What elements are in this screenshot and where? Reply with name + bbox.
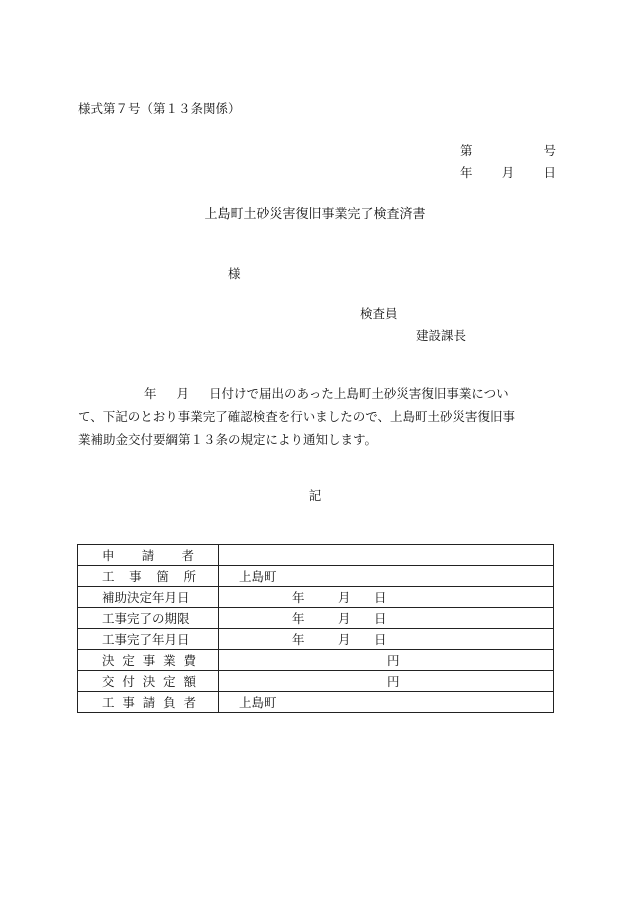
department-title: 建設課長 <box>416 328 467 343</box>
contractor-label: 工 事 請 負 者 <box>78 692 219 713</box>
project-cost-label: 決 定 事 業 費 <box>78 650 219 671</box>
table-row <box>78 608 554 629</box>
inspector-label: 検査員 <box>360 306 398 321</box>
completion-date-value: 年 月 日 <box>219 629 554 650</box>
number-prefix: 第 <box>460 143 473 158</box>
table-row <box>78 566 554 587</box>
details-table <box>77 544 554 713</box>
subsidy-date-value: 年 月 日 <box>219 587 554 608</box>
issue-year: 年 <box>460 165 473 180</box>
completion-deadline-value: 年 月 日 <box>219 608 554 629</box>
body-line-3: 業補助金交付要綱第１３条の規定により通知します。 <box>78 432 378 447</box>
document-title: 上島町土砂災害復旧事業完了検査済書 <box>204 207 426 222</box>
issue-day: 日 <box>543 165 556 180</box>
grant-amount-label: 交 付 決 定 額 <box>78 671 219 692</box>
addressee-suffix: 様 <box>228 266 241 281</box>
body-line-1-rest: 日付けで届出のあった上島町土砂災害復旧事業につい <box>209 386 509 401</box>
issue-date-line <box>460 163 556 181</box>
record-heading: 記 <box>308 488 322 503</box>
completion-deadline-label: 工事完了の期限 <box>78 608 219 629</box>
body-line-2: て、下記のとおり事業完了確認検査を行いましたので、上島町土砂災害復旧事 <box>78 409 516 424</box>
body-year: 年 <box>144 386 157 401</box>
number-suffix: 号 <box>543 143 556 158</box>
issue-month: 月 <box>501 165 515 180</box>
site-value: 上島町 <box>219 566 554 587</box>
body-line-1 <box>78 382 556 405</box>
table-row <box>78 650 554 671</box>
applicant-value <box>219 545 554 566</box>
table-row <box>78 545 554 566</box>
table-row <box>78 671 554 692</box>
project-cost-value: 円 <box>219 650 554 671</box>
table-row <box>78 692 554 713</box>
subsidy-date-label: 補助決定年月日 <box>78 587 219 608</box>
form-number: 様式第７号（第１３条関係） <box>78 101 241 116</box>
grant-amount-value: 円 <box>219 671 554 692</box>
notice-body <box>78 382 556 451</box>
body-month: 月 <box>176 386 190 401</box>
document-number-line <box>460 141 556 159</box>
table-row <box>78 587 554 608</box>
applicant-label: 申 請 者 <box>78 545 219 566</box>
site-label: 工 事 箇 所 <box>78 566 219 587</box>
table-row <box>78 629 554 650</box>
contractor-value: 上島町 <box>219 692 554 713</box>
completion-date-label: 工事完了年月日 <box>78 629 219 650</box>
